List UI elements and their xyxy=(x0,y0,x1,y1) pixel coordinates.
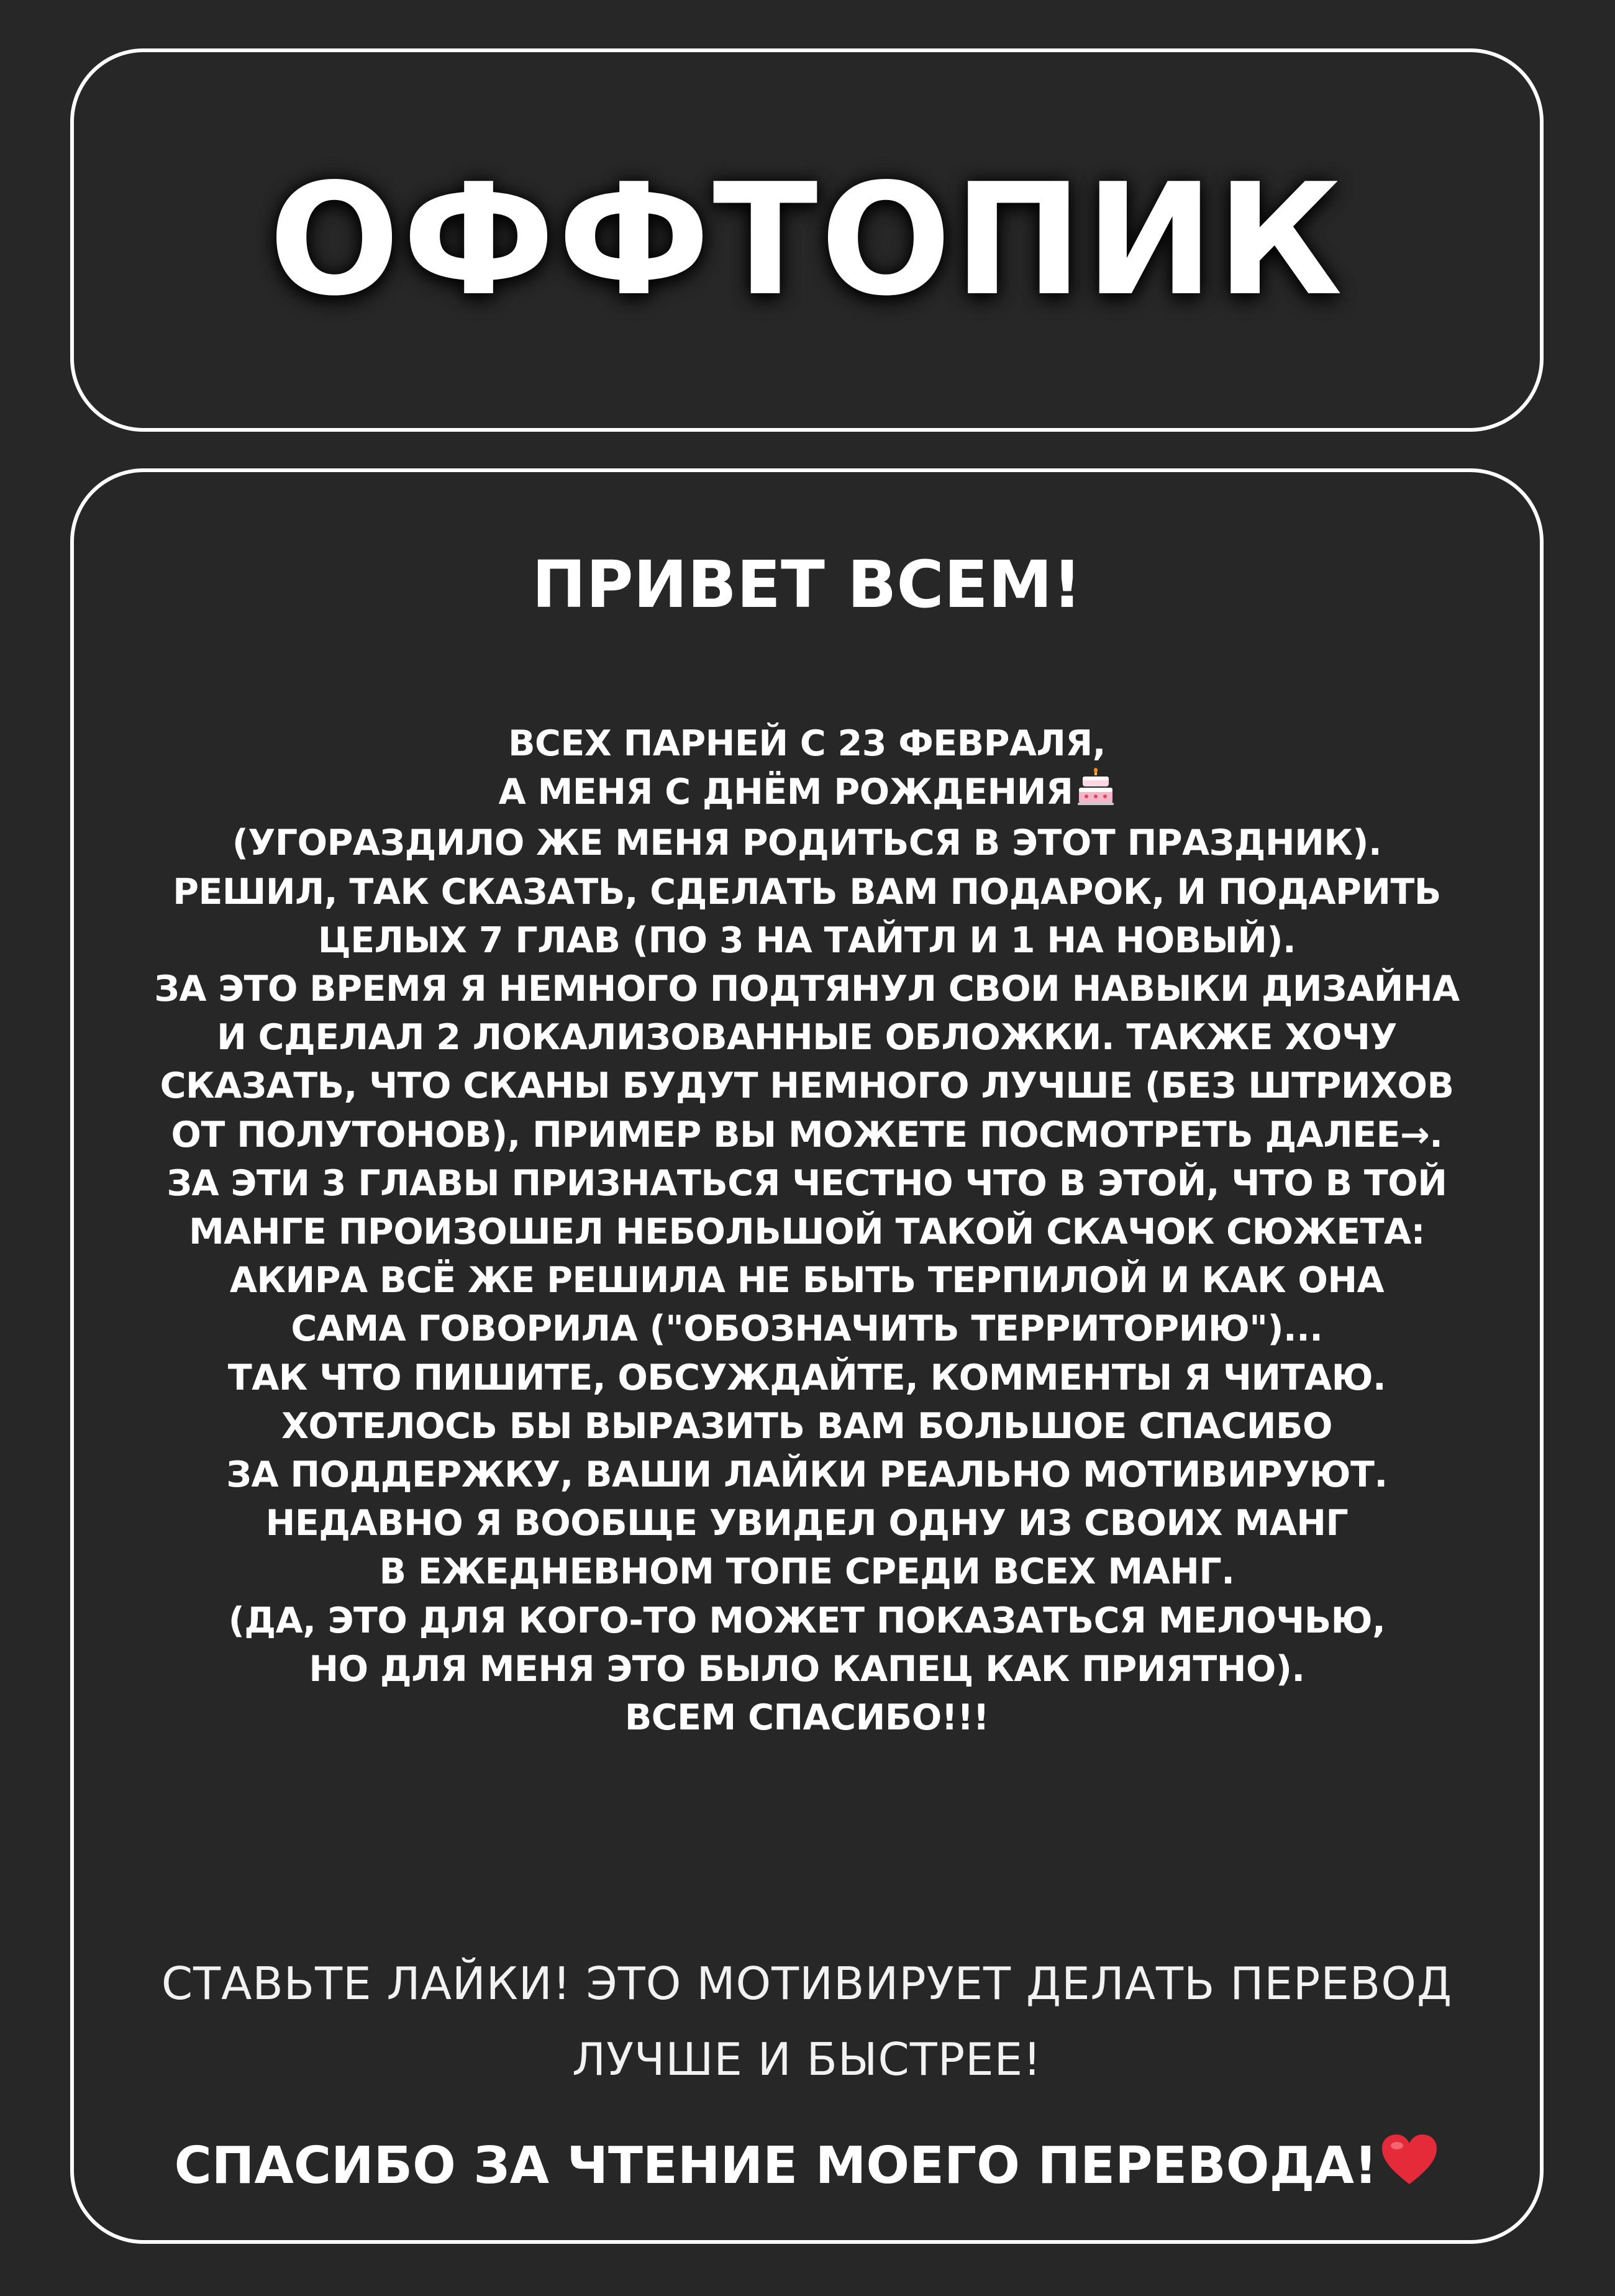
message-line: (ДА, ЭТО ДЛЯ КОГО-ТО МОЖЕТ ПОКАЗАТЬСЯ МЕЛОЧЬЮ, xyxy=(228,1600,1386,1641)
likes-callout xyxy=(74,1946,1540,2097)
cake-icon xyxy=(1076,768,1115,819)
message-line: СКАЗАТЬ, ЧТО СКАНЫ БУДУТ НЕМНОГО ЛУЧШЕ (БЕЗ ШТРИХОВ xyxy=(160,1065,1454,1107)
thanks-line xyxy=(74,2132,1540,2201)
message-line: ХОТЕЛОСЬ БЫ ВЫРАЗИТЬ ВАМ БОЛЬШОЕ СПАСИБО xyxy=(281,1405,1332,1447)
page-title: ОФФТОПИК xyxy=(268,150,1345,330)
message-line: НО ДЛЯ МЕНЯ ЭТО БЫЛО КАПЕЦ КАК ПРИЯТНО). xyxy=(309,1648,1305,1690)
message-line: ВСЕМ СПАСИБО!!! xyxy=(624,1697,989,1739)
message-line: ЗА ПОДДЕРЖКУ, ВАШИ ЛАЙКИ РЕАЛЬНО МОТИВИРУЮТ. xyxy=(226,1454,1388,1496)
message-line-birthday xyxy=(74,768,1540,819)
message-line: РЕШИЛ, ТАК СКАЗАТЬ, СДЕЛАТЬ ВАМ ПОДАРОК, И ПОДАРИТЬ xyxy=(173,871,1441,913)
message-line: САМА ГОВОРИЛА ("ОБОЗНАЧИТЬ ТЕРРИТОРИЮ")... xyxy=(291,1308,1323,1350)
message-line: ВСЕХ ПАРНЕЙ С 23 ФЕВРАЛЯ, xyxy=(508,723,1106,764)
message-line: И СДЕЛАЛ 2 ЛОКАЛИЗОВАННЫЕ ОБЛОЖКИ. ТАКЖЕ ХОЧУ xyxy=(217,1017,1397,1059)
message-line: НЕДАВНО Я ВООБЩЕ УВИДЕЛ ОДНУ ИЗ СВОИХ МАНГ xyxy=(265,1503,1349,1544)
greeting-heading: ПРИВЕТ ВСЕМ! xyxy=(532,547,1082,622)
message-line: ЦЕЛЫХ 7 ГЛАВ (ПО 3 НА ТАЙТЛ И 1 НА НОВЫЙ). xyxy=(317,919,1296,961)
message-line: В ЕЖЕДНЕВНОМ ТОПЕ СРЕДИ ВСЕХ МАНГ. xyxy=(379,1551,1235,1593)
message-text xyxy=(74,719,1540,1742)
content-panel xyxy=(70,468,1544,2244)
message-line: ЗА ЭТО ВРЕМЯ Я НЕМНОГО ПОДТЯНУЛ СВОИ НАВЫКИ ДИЗАЙНА xyxy=(154,968,1460,1010)
message-line-text: А МЕНЯ С ДНЁМ РОЖДЕНИЯ xyxy=(498,772,1073,813)
title-panel xyxy=(70,48,1544,432)
likes-line: ЛУЧШЕ И БЫСТРЕЕ! xyxy=(572,2033,1042,2085)
likes-line: СТАВЬТЕ ЛАЙКИ! ЭТО МОТИВИРУЕТ ДЕЛАТЬ ПЕРЕВОД xyxy=(161,1957,1453,2010)
message-line: ЗА ЭТИ 3 ГЛАВЫ ПРИЗНАТЬСЯ ЧЕСТНО ЧТО В ЭТОЙ, ЧТО В ТОЙ xyxy=(166,1162,1447,1204)
message-line: МАНГЕ ПРОИЗОШЕЛ НЕБОЛЬШОЙ ТАКОЙ СКАЧОК СЮЖЕТА: xyxy=(189,1211,1425,1253)
heart-icon xyxy=(1380,2132,1439,2201)
message-line: (УГОРАЗДИЛО ЖЕ МЕНЯ РОДИТЬСЯ В ЭТОТ ПРАЗДНИК). xyxy=(232,822,1382,864)
message-line: АКИРА ВСЁ ЖЕ РЕШИЛА НЕ БЫТЬ ТЕРПИЛОЙ И КАК ОНА xyxy=(229,1260,1385,1301)
message-line: ОТ ПОЛУТОНОВ), ПРИМЕР ВЫ МОЖЕТЕ ПОСМОТРЕТЬ ДАЛЕЕ→. xyxy=(171,1114,1443,1155)
message-line: ТАК ЧТО ПИШИТЕ, ОБСУЖДАЙТЕ, КОММЕНТЫ Я ЧИТАЮ. xyxy=(227,1357,1386,1398)
thanks-text: СПАСИБО ЗА ЧТЕНИЕ МОЕГО ПЕРЕВОДА! xyxy=(174,2136,1378,2195)
